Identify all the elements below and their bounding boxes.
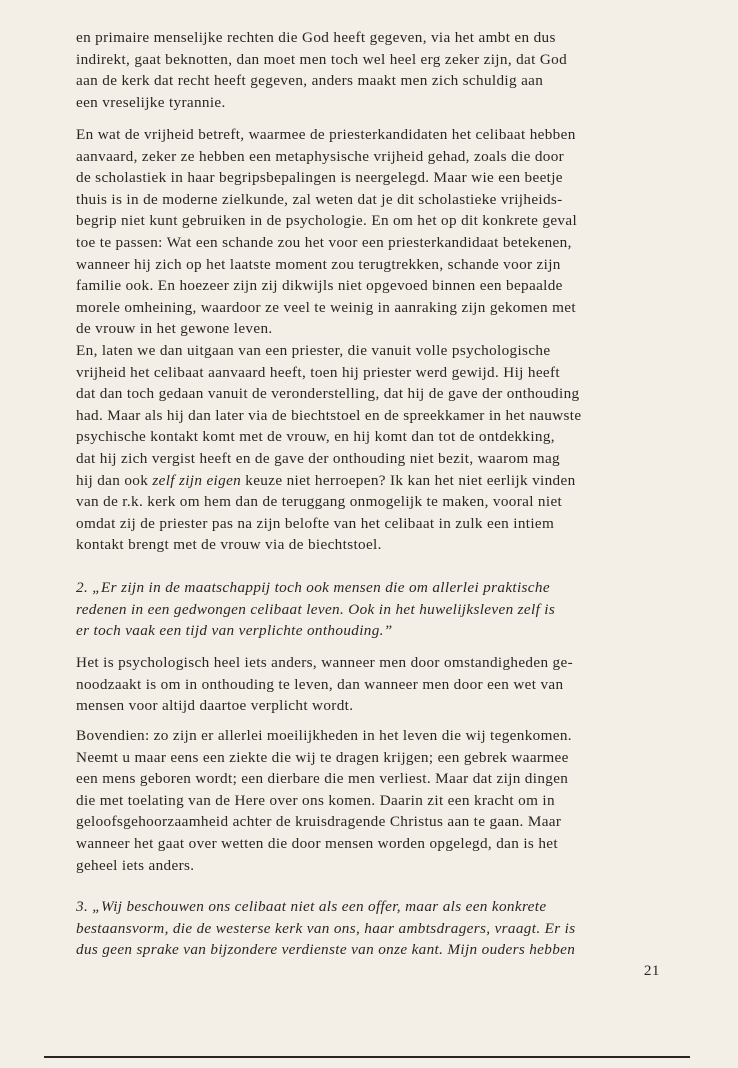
paragraph-priest-choice-part1: En, laten we dan uitgaan van een priester, die vanuit volle psychologische vrijheid het celibaat aanvaard heeft, toen hij priester werd gewijd. Hij heeft dat dan toch gedaan vanuit de veronderstelling, dat hij de gave der onthouding had. Maar als hij dan later via de biechtstoel en de spreekkamer in het nauwste psychische kontakt komt met de vrouw, en hij komt dan tot de ontdekking, dat hij zich vergist heeft en de gave der onthouding niet bezit, waarom mag hij dan ook <box>76 342 582 489</box>
quote-3: 3. „Wij beschouwen ons celibaat niet als een offer, maar als een konkrete bestaansvorm, die de westerse kerk van ons, haar ambtsdragers, vraagt. Er is dus geen sprake van bijzondere verdienste van onze kant. Mijn ouders hebben <box>76 898 576 959</box>
paragraph-freedom: En wat de vrijheid betreft, waarmee de priesterkandidaten het celibaat hebben aanvaard, zeker ze hebben een metaphysische vrijheid gehad, zoals die door de scholastiek in haar begripsbepalingen is neergelegd. Maar wie een beetje thuis is in de moderne zielkunde, zal weten dat je dit scholastieke vrijheids- begrip niet kunt gebruiken in de psychologie. En om het op dit konkrete geval toe te passen: Wat een schande zou het voor een priesterkandidaat betekenen, wanneer hij zich op het laatste moment zou terugtrekken, schande voor zijn familie ook. En hoezeer zijn zij dikwijls niet opgevoed binnen een bepaalde morele omheining, waardoor ze veel te weinig in aanraking zijn gekomen met de vrouw in het gewone leven. <box>76 126 578 338</box>
bottom-rule <box>44 1056 690 1058</box>
paragraph-priest-choice-part2: keuze niet herroepen? Ik kan het niet eerlijk vinden van de r.k. kerk om hem dan de teruggang onmogelijk te maken, vooral niet omdat zij de priester pas na zijn belofte van het celibaat in zulk een intiem kontakt brengt met de vrouw via de biechtstoel. <box>76 471 576 554</box>
quote-2: 2. „Er zijn in de maatschappij toch ook mensen die om allerlei praktische redenen in een gedwongen celibaat leven. Ook in het huwelijksleven zelf is er toch vaak een tijd van verplichte onthouding.” <box>76 579 556 640</box>
emphasis-zelf-zijn-eigen: zelf zijn eigen <box>152 471 242 489</box>
page-number: 21 <box>643 962 660 979</box>
paragraph-rights: en primaire menselijke rechten die God heeft gegeven, via het ambt en dus indirekt, gaat beknotten, dan moet men toch wel heel erg zeker zijn, dat God aan de kerk dat recht heeft gegeven, anders maakt men zich schuldig aan een vreselijke tyrannie. <box>76 29 568 111</box>
paragraph-difficulties: Bovendien: zo zijn er allerlei moeilijkheden in het leven die wij tegenkomen. Neemt u maar eens een ziekte die wij te dragen krijgen; een gebrek waarmee een mens geboren wordt; een dierbare die men verliest. Maar dat zijn dingen die met toelating van de Here over ons komen. Daarin zit een kracht om in geloofsgehoorzaamheid achter de kruisdragende Christus aan te gaan. Maar wanneer het gaat over wetten die door mensen worden opgelegd, dan is het geheel iets anders. <box>76 727 572 874</box>
paragraph-psychological: Het is psychologisch heel iets anders, wanneer men door omstandigheden ge- noodzaakt is om in onthouding te leven, dan wanneer men door een wet van mensen voor altijd daartoe verplicht wordt. <box>76 654 574 715</box>
paragraph-priest-choice <box>76 340 663 556</box>
